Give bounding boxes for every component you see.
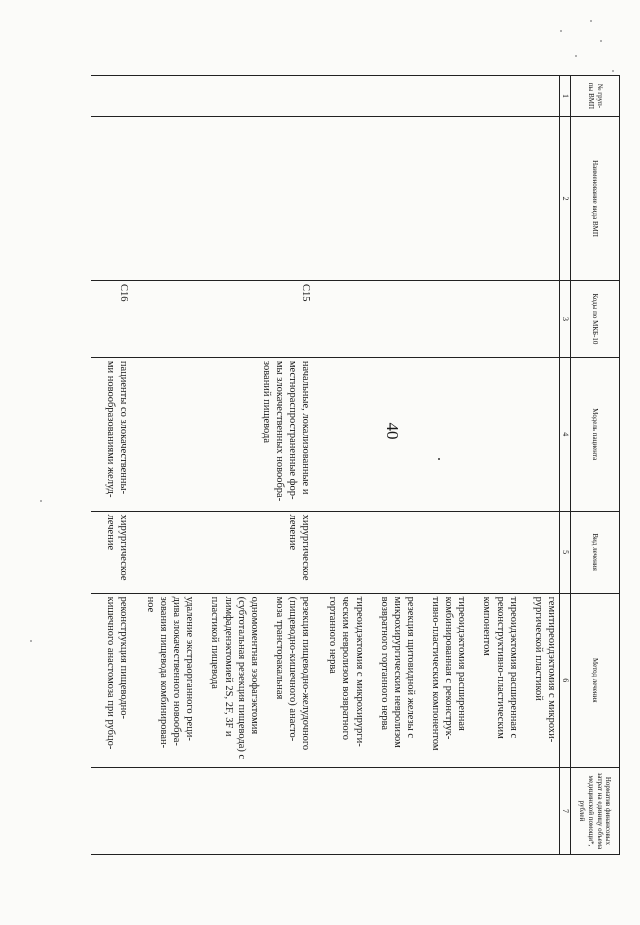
column-number: 4 — [560, 357, 571, 511]
method-cell — [91, 593, 131, 767]
patient-model: пациенты со злокачественны- ми новообразованиями желуд- — [91, 357, 131, 511]
treatment-type: хирургическое лечение — [131, 511, 313, 593]
method-cell — [313, 593, 559, 767]
table-row — [91, 76, 131, 855]
method-text: резекция пищеводно-желудочного (пищеводно-кишечного) анасто- моза трансторакальная — [274, 596, 312, 751]
scan-speck — [575, 55, 577, 57]
icd-code: C16 — [91, 281, 131, 358]
treatment-type: хирургическое лечение — [91, 511, 131, 593]
method-text: удаление экстраорганного реци- дива злокачественного новообра- зования пищевода комбинирован- ное — [145, 596, 196, 749]
header-treatment-method: Метод лечения — [571, 593, 620, 767]
method-text: тиреоидэктомия расширенная комбинированная с реконструк- тивно-пластическим компонентом — [430, 596, 468, 751]
header-group-number: № груп- пы ВМП — [571, 76, 620, 117]
method-text: реконструкция пищеводно- кишечного анастомоза при рубцо- — [104, 596, 129, 750]
column-number: 3 — [560, 281, 571, 358]
header-cost-norm: Норматив финансовых затрат на единицу объема медицинской помощи*, рублей — [571, 767, 620, 854]
method-text: резекция щитовидной железы с микрохирургическим невролизом возвратного гортанного нерва — [378, 596, 416, 748]
method-text: гемитиреоидэктомия с микрохи- рургической пластикой — [532, 596, 557, 743]
column-numbers-row — [560, 76, 571, 855]
page-number: 40 — [383, 422, 402, 440]
vmp-table — [60, 75, 620, 925]
header-treatment-type: Вид лечения — [571, 511, 620, 593]
scan-speck — [30, 640, 32, 642]
column-number: 5 — [560, 511, 571, 593]
method-cell — [131, 593, 313, 767]
column-number: 2 — [560, 117, 571, 281]
scan-speck — [600, 40, 602, 42]
scan-speck — [560, 30, 562, 32]
column-number: 1 — [560, 76, 571, 117]
method-text: тиреоидэктомия расширенная с реконструктивно-пластическим компонентом — [481, 596, 519, 739]
column-number: 6 — [560, 593, 571, 767]
method-text: тиреоидэктомия с микрохирурги- ческим невролизом возвратного гортанного нерва — [327, 596, 365, 747]
header-patient-model: Модель пациента — [571, 357, 620, 511]
header-icd-codes: Коды по МКБ-10 — [571, 281, 620, 358]
method-text: одномоментная эзофагэктомия (субтотальная резекция пищевода) с лимфаденэктомией 2S, 2F, 3F и пластикой пищевода — [209, 596, 260, 760]
patient-model: начальные, локализованные и местнораспространенные фор- мы злокачественных новообра- зований пищевода — [131, 357, 313, 511]
scan-speck — [612, 70, 614, 72]
header-vmp-name: Наименование вида ВМП — [571, 117, 620, 281]
scan-speck — [590, 20, 592, 22]
icd-code: C15 — [131, 281, 313, 358]
column-number: 7 — [560, 767, 571, 854]
scan-speck — [40, 500, 42, 502]
header-row — [571, 76, 620, 855]
table-row — [131, 76, 313, 855]
table-row — [313, 76, 559, 855]
